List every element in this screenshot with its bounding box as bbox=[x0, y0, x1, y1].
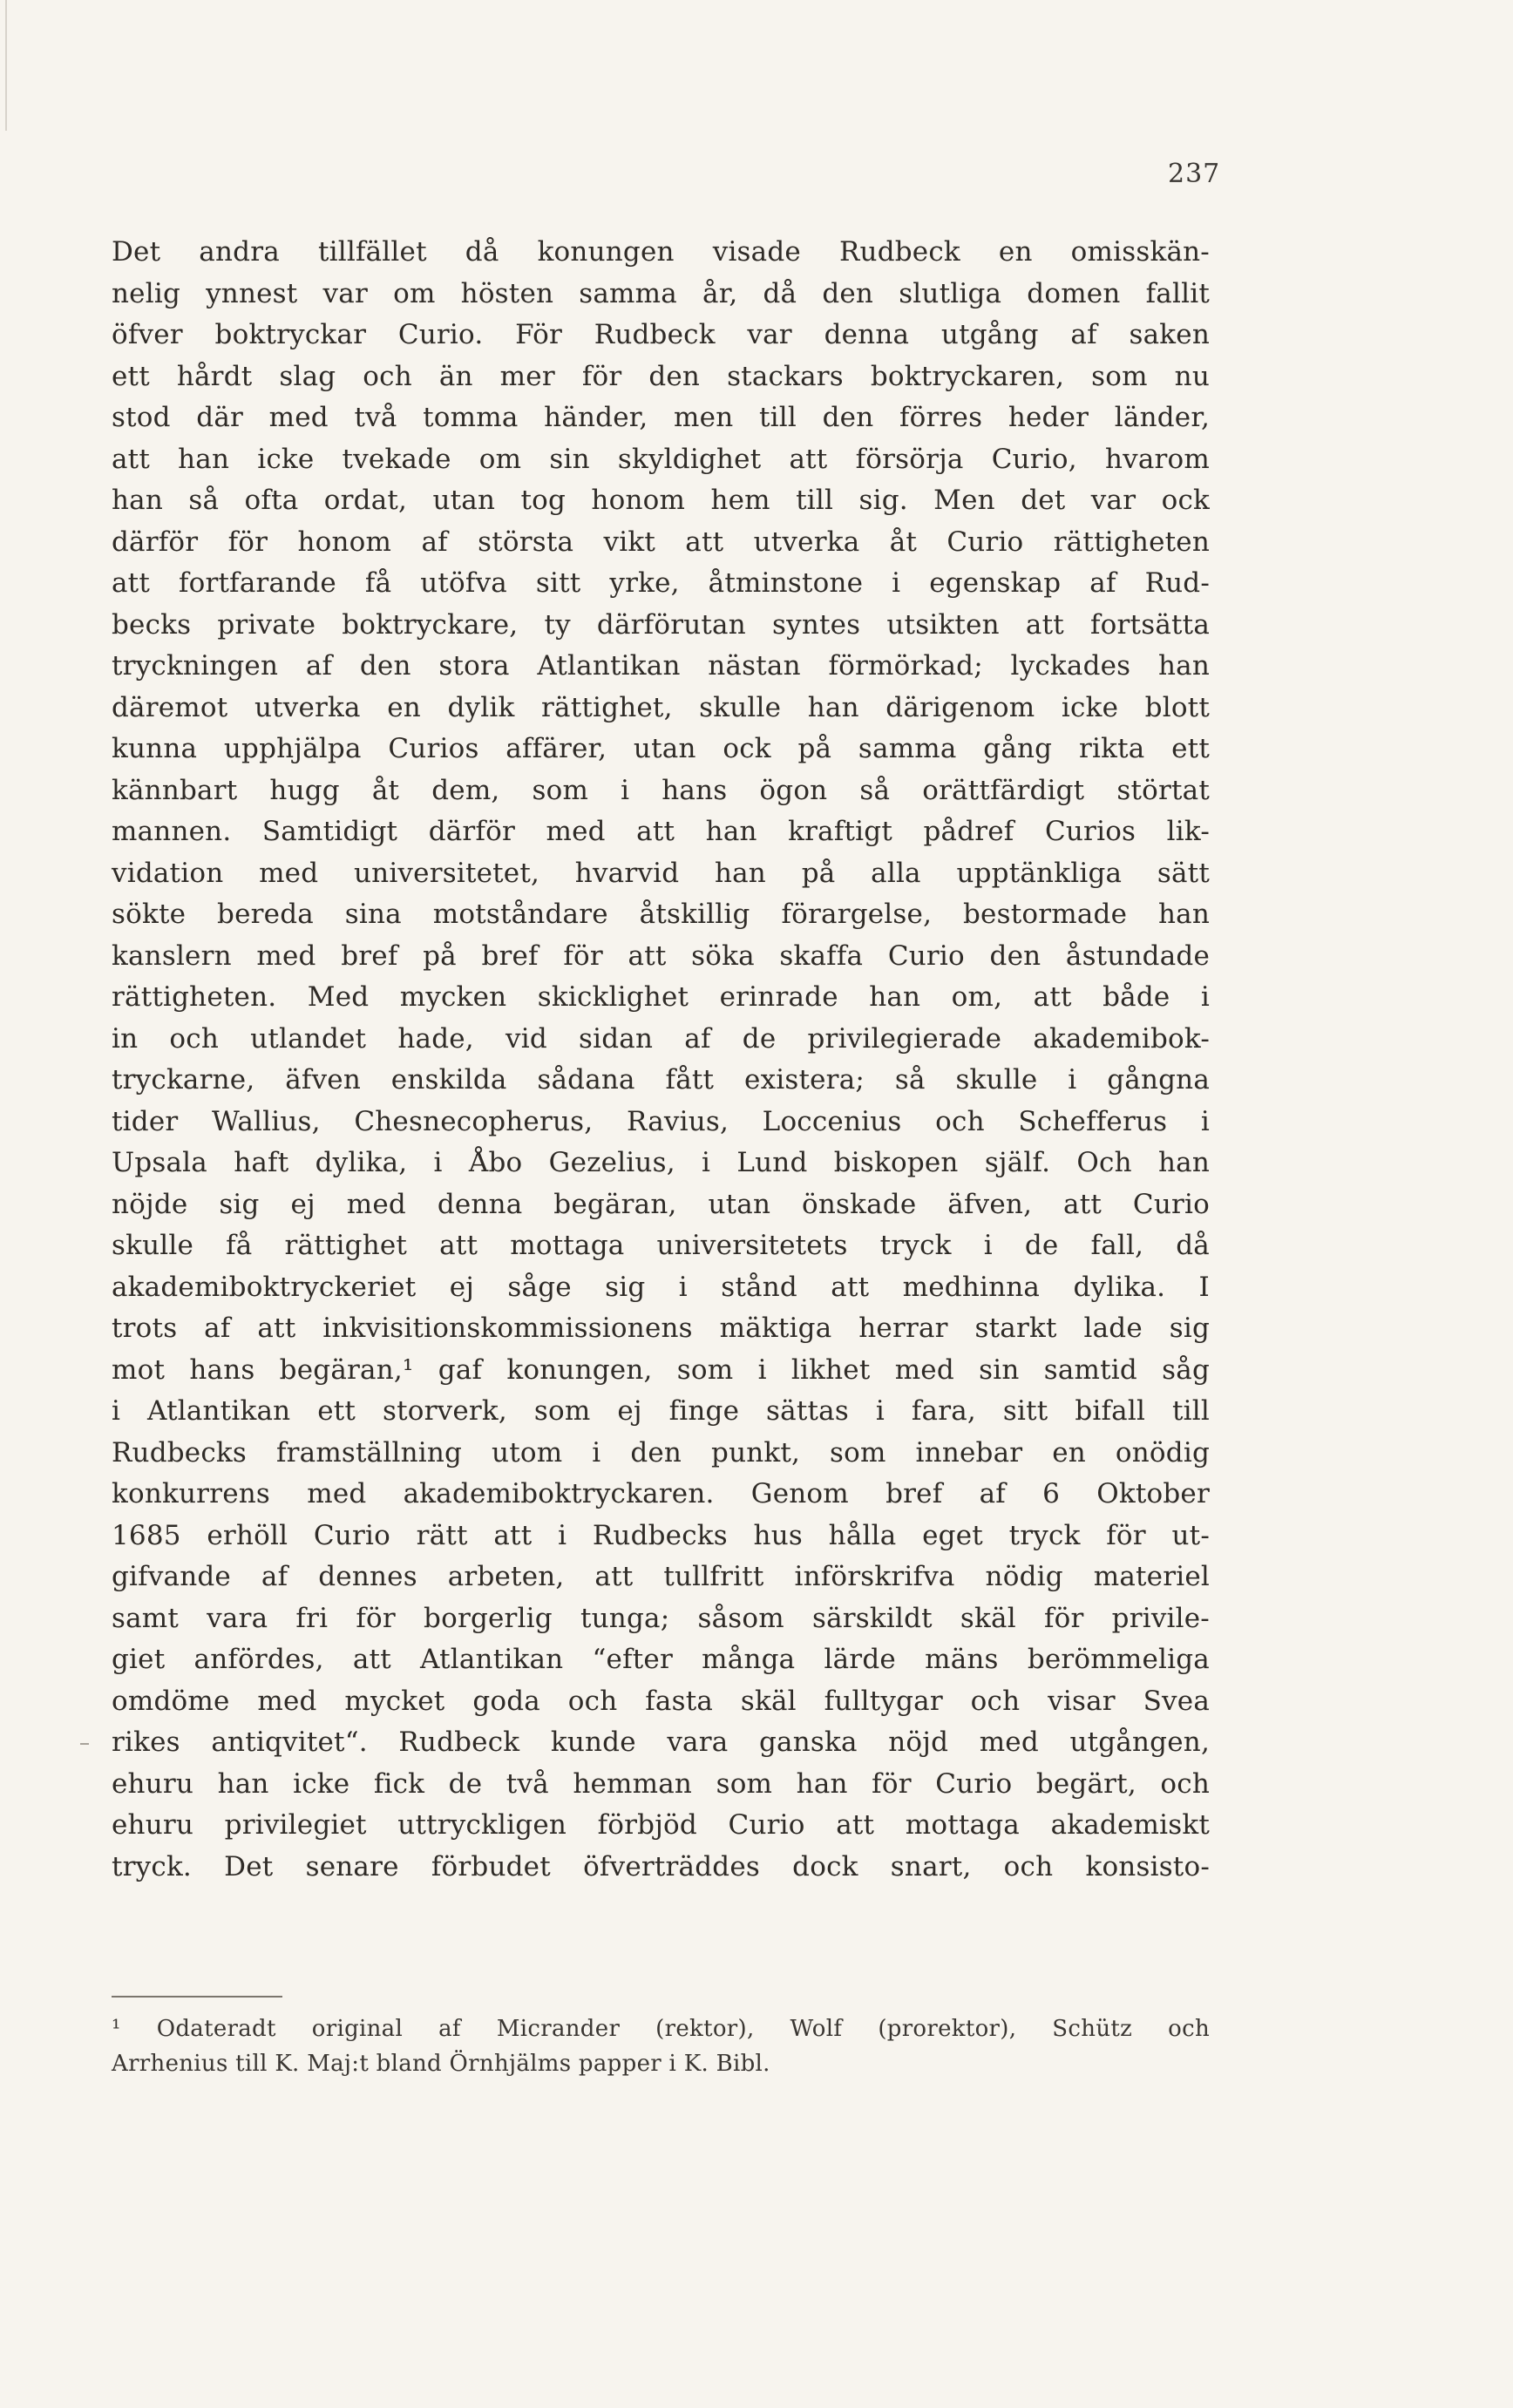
text-line: han så ofta ordat, utan tog honom hem till sig. Men det var ock bbox=[112, 485, 1210, 516]
text-line: kanslern med bref på bref för att söka skaffa Curio den åstundade bbox=[112, 939, 1210, 972]
text-line: tryckarne, äfven enskilda sådana fått existera; så skulle i gångna bbox=[112, 1064, 1210, 1095]
text-line: ehuru han icke fick de två hemman som han för Curio begärt, och bbox=[112, 1767, 1210, 1800]
text-line: i Atlantikan ett storverk, som ej finge sättas i fara, sitt bifall till bbox=[112, 1395, 1210, 1427]
text-line: ett hårdt slag och än mer för den stackars boktryckaren, som nu bbox=[112, 360, 1210, 392]
text-line: tryckningen af den stora Atlantikan nästan förmörkad; lyckades han bbox=[112, 650, 1210, 682]
text-line: ehuru privilegiet uttryckligen förbjöd Curio att mottaga akademiskt bbox=[112, 1809, 1210, 1841]
text-line: tider Wallius, Chesnecopherus, Ravius, Loccenius och Schefferus i bbox=[112, 1105, 1210, 1137]
text-line: stod där med två tomma händer, men till den förres heder länder, bbox=[112, 402, 1210, 433]
text-line: nöjde sig ej med denna begäran, utan önskade äfven, att Curio bbox=[112, 1188, 1210, 1220]
text-line: 1685 erhöll Curio rätt att i Rudbecks hus hålla eget tryck för ut- bbox=[112, 1519, 1210, 1551]
text-line: att fortfarande få utöfva sitt yrke, åtminstone i egenskap af Rud- bbox=[112, 567, 1210, 599]
text-line: Rudbecks framställning utom i den punkt, som innebar en onödig bbox=[112, 1436, 1210, 1469]
text-line: tryck. Det senare förbudet öfverträddes dock snart, och konsisto- bbox=[112, 1850, 1210, 1882]
footnote bbox=[112, 2011, 1210, 2081]
footnote-line: ¹ Odateradt original af Micrander (rektor), Wolf (prorektor), Schütz och bbox=[112, 2016, 1210, 2042]
margin-mark bbox=[80, 1743, 89, 1745]
text-line: vidation med universitetet, hvarvid han på alla upptänkliga sätt bbox=[112, 857, 1210, 889]
text-line: akademiboktryckeriet ej såge sig i stånd att medhinna dylika. I bbox=[112, 1271, 1210, 1303]
text-line: in och utlandet hade, vid sidan af de privilegierade akademibok- bbox=[112, 1022, 1210, 1055]
page-number: 237 bbox=[1168, 159, 1221, 189]
footnote-divider bbox=[112, 1996, 282, 1998]
text-line: gifvande af dennes arbeten, att tullfritt införskrifva nödig materiel bbox=[112, 1561, 1210, 1592]
text-line: mot hans begäran,¹ gaf konungen, som i likhet med sin samtid såg bbox=[112, 1353, 1210, 1386]
text-line: skulle få rättighet att mottaga universitetets tryck i de fall, då bbox=[112, 1230, 1210, 1261]
scan-edge-mark bbox=[5, 0, 7, 131]
text-line: mannen. Samtidigt därför med att han kraftigt pådref Curios lik- bbox=[112, 816, 1210, 847]
text-line: becks private boktryckare, ty därförutan syntes utsikten att fortsätta bbox=[112, 608, 1210, 641]
text-line: rikes antiqvitet“. Rudbeck kunde vara ganska nöjd med utgången, bbox=[112, 1726, 1210, 1758]
body-text bbox=[112, 232, 1210, 1888]
text-line: att han icke tvekade om sin skyldighet att försörja Curio, hvarom bbox=[112, 443, 1210, 475]
text-line: kunna upphjälpa Curios affärer, utan ock på samma gång rikta ett bbox=[112, 733, 1210, 764]
text-line: konkurrens med akademiboktryckaren. Genom bref af 6 Oktober bbox=[112, 1478, 1210, 1509]
text-line: däremot utverka en dylik rättighet, skulle han därigenom icke blott bbox=[112, 691, 1210, 723]
text-line: därför för honom af största vikt att utverka åt Curio rättigheten bbox=[112, 526, 1210, 558]
text-line: nelig ynnest var om hösten samma år, då den slutliga domen fallit bbox=[112, 277, 1210, 309]
footnote-line: Arrhenius till K. Maj:t bland Örnhjälms papper i K. Bibl. bbox=[112, 2051, 770, 2077]
text-line: Upsala haft dylika, i Åbo Gezelius, i Lund biskopen själf. Och han bbox=[112, 1147, 1210, 1178]
text-line: rättigheten. Med mycken skicklighet erinrade han om, att både i bbox=[112, 981, 1210, 1013]
text-line: sökte bereda sina motståndare åtskillig förargelse, bestormade han bbox=[112, 899, 1210, 930]
text-line: kännbart hugg åt dem, som i hans ögon så orättfärdigt störtat bbox=[112, 774, 1210, 806]
text-line: öfver boktryckar Curio. För Rudbeck var denna utgång af saken bbox=[112, 319, 1210, 350]
text-line: samt vara fri för borgerlig tunga; såsom särskildt skäl för privile- bbox=[112, 1602, 1210, 1634]
text-line: omdöme med mycket goda och fasta skäl fulltygar och visar Svea bbox=[112, 1685, 1210, 1717]
text-line: trots af att inkvisitionskommissionens mäktiga herrar starkt lade sig bbox=[112, 1313, 1210, 1344]
text-line: Det andra tillfället då konungen visade Rudbeck en omisskän- bbox=[112, 236, 1210, 268]
text-line: giet anfördes, att Atlantikan “efter många lärde mäns berömmeliga bbox=[112, 1644, 1210, 1675]
